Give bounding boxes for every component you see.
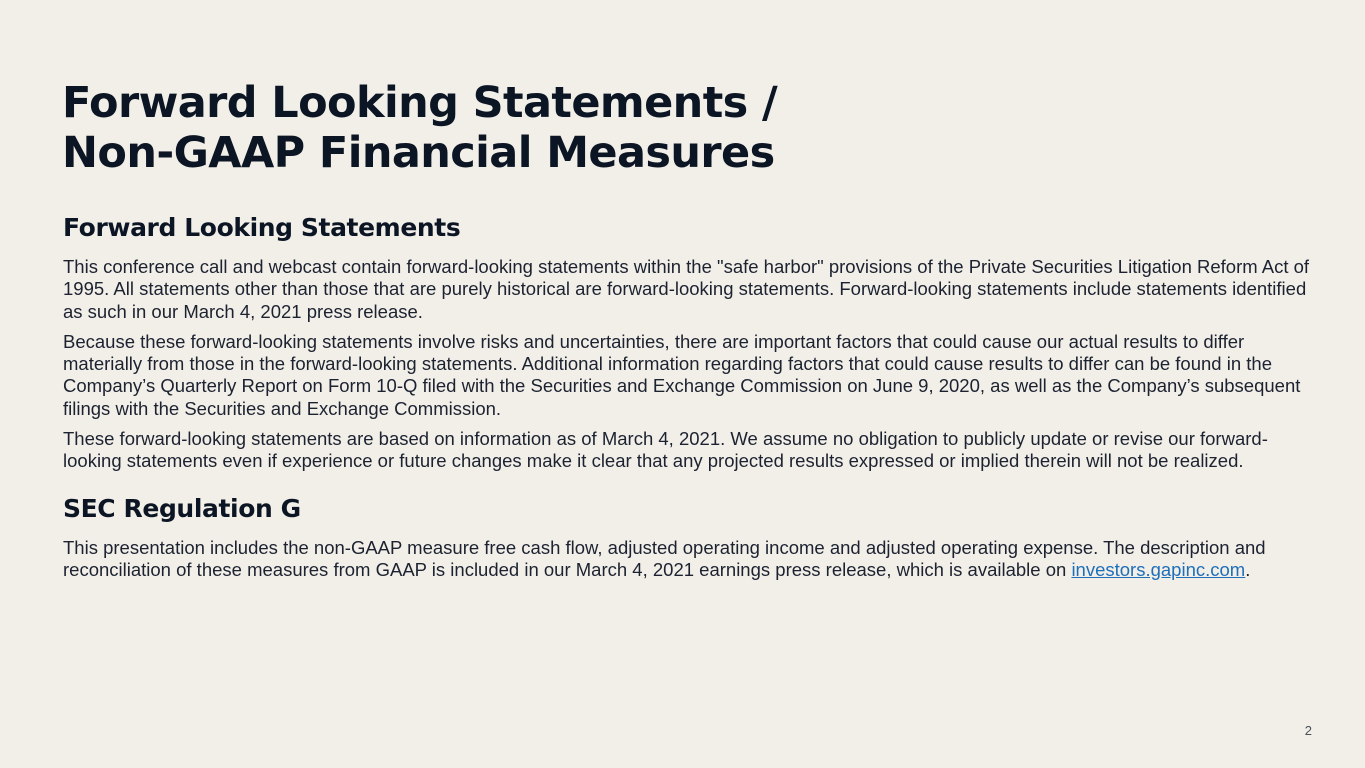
main-content <box>63 210 1313 589</box>
page-title <box>62 78 1062 178</box>
paragraph-non-gaap-text: This presentation includes the non-GAAP measure free cash flow, adjusted operating income and adjusted operating expense. The description and reconciliation of these measures from GAAP is included in our March 4, 2021 earnings press release, which is available on <box>63 536 1266 580</box>
paragraph-non-gaap-end: . <box>1245 558 1251 580</box>
page-title-line-1: Forward Looking Statements / <box>62 78 778 128</box>
investors-link[interactable]: investors.gapinc.com <box>1071 558 1246 580</box>
page-title-line-2: Non-GAAP Financial Measures <box>62 128 775 178</box>
section-heading-sec-regulation-g: SEC Regulation G <box>63 493 301 523</box>
paragraph-non-gaap <box>63 537 1313 582</box>
paragraph-no-obligation: These forward-looking statements are based on information as of March 4, 2021. We assume no obligation to publicly update or revise our forward-looking statements even if experience or future changes make it clear that any projected results expressed or implied therein will not be realized. <box>63 428 1268 472</box>
paragraph-risks: Because these forward-looking statements involve risks and uncertainties, there are important factors that could cause our actual results to differ materially from those in the forward-looking statements. Additional information regarding factors that could cause results to differ can be found in the Company’s Quarterly Report on Form 10-Q filed with the Securities and Exchange Commission on June 9, 2020, as well as the Company’s subsequent filings with the Securities and Exchange Commission. <box>63 330 1301 419</box>
section-heading-forward-looking: Forward Looking Statements <box>63 213 461 242</box>
page-number: 2 <box>1304 723 1312 738</box>
paragraph-safe-harbor: This conference call and webcast contain forward-looking statements within the "safe harbor" provisions of the Private Securities Litigation Reform Act of 1995. All statements other than those that are purely historical are forward-looking statements. Forward-looking statements include statements identified as such in our March 4, 2021 press release. <box>63 256 1310 322</box>
